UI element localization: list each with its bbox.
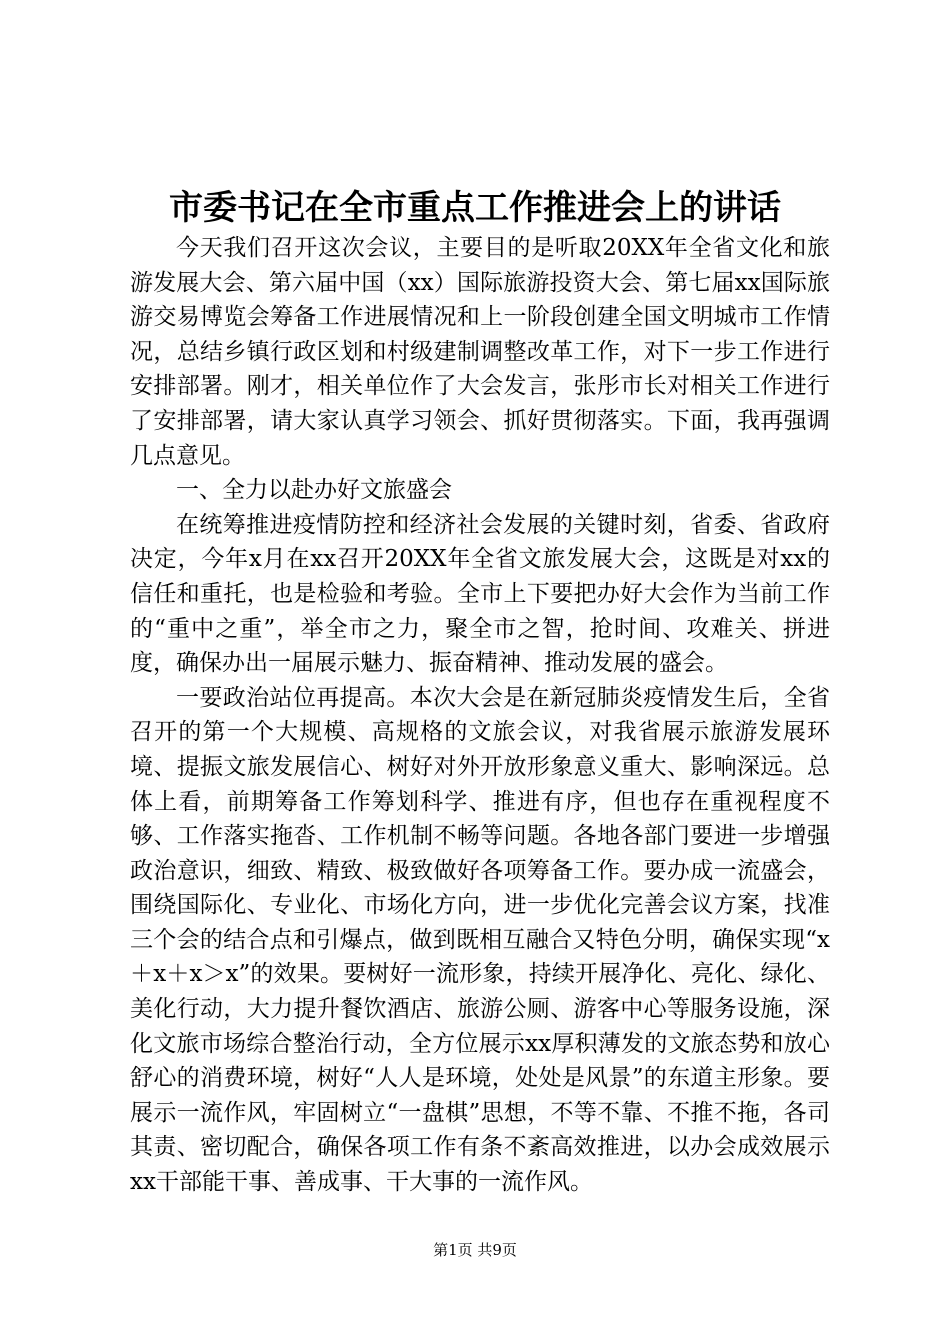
document-body (130, 231, 830, 1200)
page-number-footer: 第1页 共9页 (433, 1241, 517, 1259)
paragraph-political-stance: 一要政治站位再提高。本次大会是在新冠肺炎疫情发生后，全省召开的第一个大规模、高规格的文旅会议，对我省展示旅游发展环境、提振文旅发展信心、树好对外开放形象意义重大、影响深远。总体上看，前期筹备工作筹划科学、推进有序，但也存在重视程度不够、工作落实拖沓、工作机制不畅等问题。各地各部门要进一步增强政治意识，细致、精致、极致做好各项筹备工作。要办成一流盛会，围绕国际化、专业化、市场化方向，进一步优化完善会议方案，找准三个会的结合点和引爆点，做到既相互融合又特色分明，确保实现“x＋x＋x＞x”的效果。要树好一流形象，持续开展净化、亮化、绿化、美化行动，大力提升餐饮酒店、旅游公厕、游客中心等服务设施，深化文旅市场综合整治行动，全方位展示xx厚积薄发的文旅态势和放心舒心的消费环境，树好“人人是环境，处处是风景”的东道主形象。要展示一流作风，牢固树立“一盘棋”思想，不等不靠、不推不拖，各司其责、密切配合，确保各项工作有条不紊高效推进，以办会成效展示xx干部能干事、善成事、干大事的一流作风。 (130, 684, 830, 1196)
paragraph-intro: 今天我们召开这次会议，主要目的是听取20XX年全省文化和旅游发展大会、第六届中国（xx）国际旅游投资大会、第七届xx国际旅游交易博览会筹备工作进展情况和上一阶段创建全国文明城市工作情况，总结乡镇行政区划和村级建制调整改革工作，对下一步工作进行安排部署。刚才，相关单位作了大会发言，张彤市长对相关工作进行了安排部署，请大家认真学习领会、抓好贯彻落实。下面，我再强调几点意见。 (130, 235, 830, 469)
document-title: 市委书记在全市重点工作推进会上的讲话 (169, 188, 781, 228)
section-heading: 一、全力以赴办好文旅盛会 (176, 477, 452, 504)
paragraph-section-intro: 在统筹推进疫情防控和经济社会发展的关键时刻，省委、省政府决定，今年x月在xx召开20XX年全省文旅发展大会，这既是对xx的信任和重托，也是检验和考验。全市上下要把办好大会作为当前工作的“重中之重”，举全市之力，聚全市之智，抢时间、攻难关、拼进度，确保办出一届展示魅力、振奋精神、推动发展的盛会。 (130, 511, 830, 677)
